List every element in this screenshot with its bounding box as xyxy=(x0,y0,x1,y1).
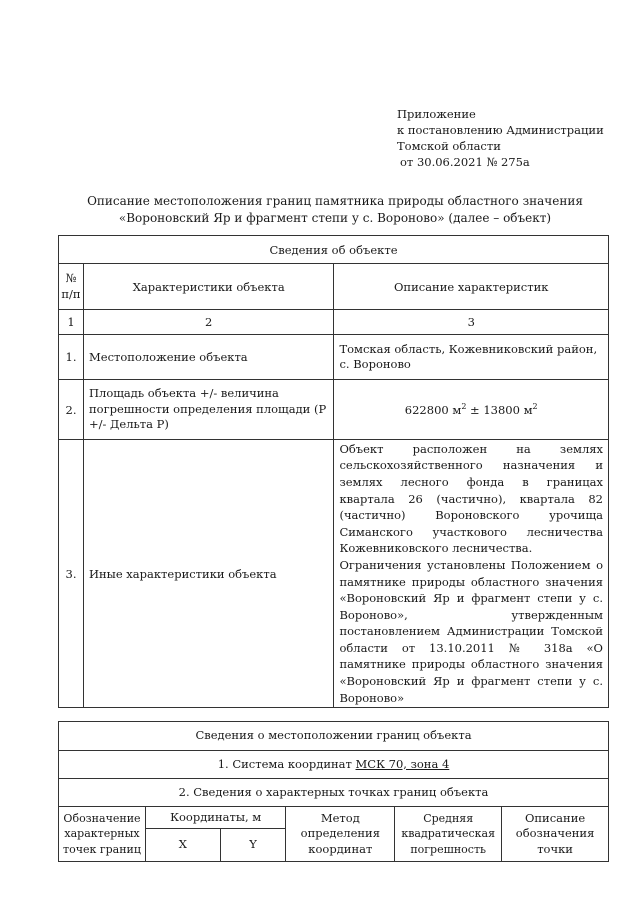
header-description: Описание характеристик xyxy=(334,264,609,310)
row-number: 1. xyxy=(59,335,84,380)
header-method: Метод определения координат xyxy=(286,807,395,862)
header-coordinates: Координаты, м xyxy=(145,807,285,829)
title-line: Описание местоположения границ памятника природы областного значения xyxy=(87,194,583,208)
appendix-line: к постановлению Администрации xyxy=(397,123,604,137)
header-x: X xyxy=(145,829,220,862)
coordinate-system-value: МСК 70, зона 4 xyxy=(355,756,450,771)
row-description-area: 622800 $м^2 \pm 13800$ $м^2$ xyxy=(334,380,609,440)
row-description: Томская область, Кожевниковский район, с. Вороново xyxy=(334,335,609,380)
header-number: № п/п xyxy=(59,264,84,310)
title-line: «Вороновский Яр и фрагмент степи у с. Вороново» (далее – объект) xyxy=(118,211,552,225)
boundary-info-table xyxy=(58,721,609,862)
header-point-description: Описание обозначения точки xyxy=(502,807,609,862)
object-section-title: Сведения об объекте xyxy=(59,236,609,264)
row-characteristic: Местоположение объекта xyxy=(83,335,333,380)
appendix-line: Томской области xyxy=(397,139,501,153)
object-info-table xyxy=(58,235,609,708)
row-description xyxy=(334,440,609,708)
appendix-date: от 30.06.2021 № 275а xyxy=(400,155,530,169)
description-paragraph: Объект расположен на землях сельскохозяйственного назначения и землях лесного фонда в границах квартала 26 (частично), квартала 82 (частично) Вороновского урочища Симанского участкового лесничества Кожевниковского лесничества. xyxy=(339,441,603,556)
header-y: Y xyxy=(220,829,286,862)
column-number-3: 3 xyxy=(334,310,609,335)
appendix-block xyxy=(397,106,604,170)
appendix-line: Приложение xyxy=(397,107,476,121)
points-section-title: 2. Сведения о характерных точках границ объекта xyxy=(59,779,609,807)
row-characteristic: Площадь объекта +/- величина погрешности определения площади (Р +/- Дельта Р) xyxy=(83,380,333,440)
boundary-section-title: Сведения о местоположении границ объекта xyxy=(59,722,609,751)
description-paragraph: Ограничения установлены Положением о памятнике природы областного значения «Вороновский Яр и фрагмент степи у с. Вороново», утвержденным постановлением Администрации Томской области от 13.10.2011 № 318а «О памятнике природы областного значения «Вороновский Яр и фрагмент степи у с. Вороново» xyxy=(339,557,603,705)
header-point-designation: Обозначение характерных точек границ xyxy=(59,807,146,862)
row-number: 2. xyxy=(59,380,84,440)
column-number-2: 2 xyxy=(83,310,333,335)
row-number: 3. xyxy=(59,440,84,708)
header-error: Средняя квадратическая погрешность xyxy=(395,807,502,862)
header-characteristic: Характеристики объекта xyxy=(83,264,333,310)
document-title xyxy=(60,193,610,227)
coordinate-system: 1. Система координат МСК 70, зона 4 xyxy=(59,751,609,779)
row-characteristic: Иные характеристики объекта xyxy=(83,440,333,708)
column-number-1: 1 xyxy=(59,310,84,335)
